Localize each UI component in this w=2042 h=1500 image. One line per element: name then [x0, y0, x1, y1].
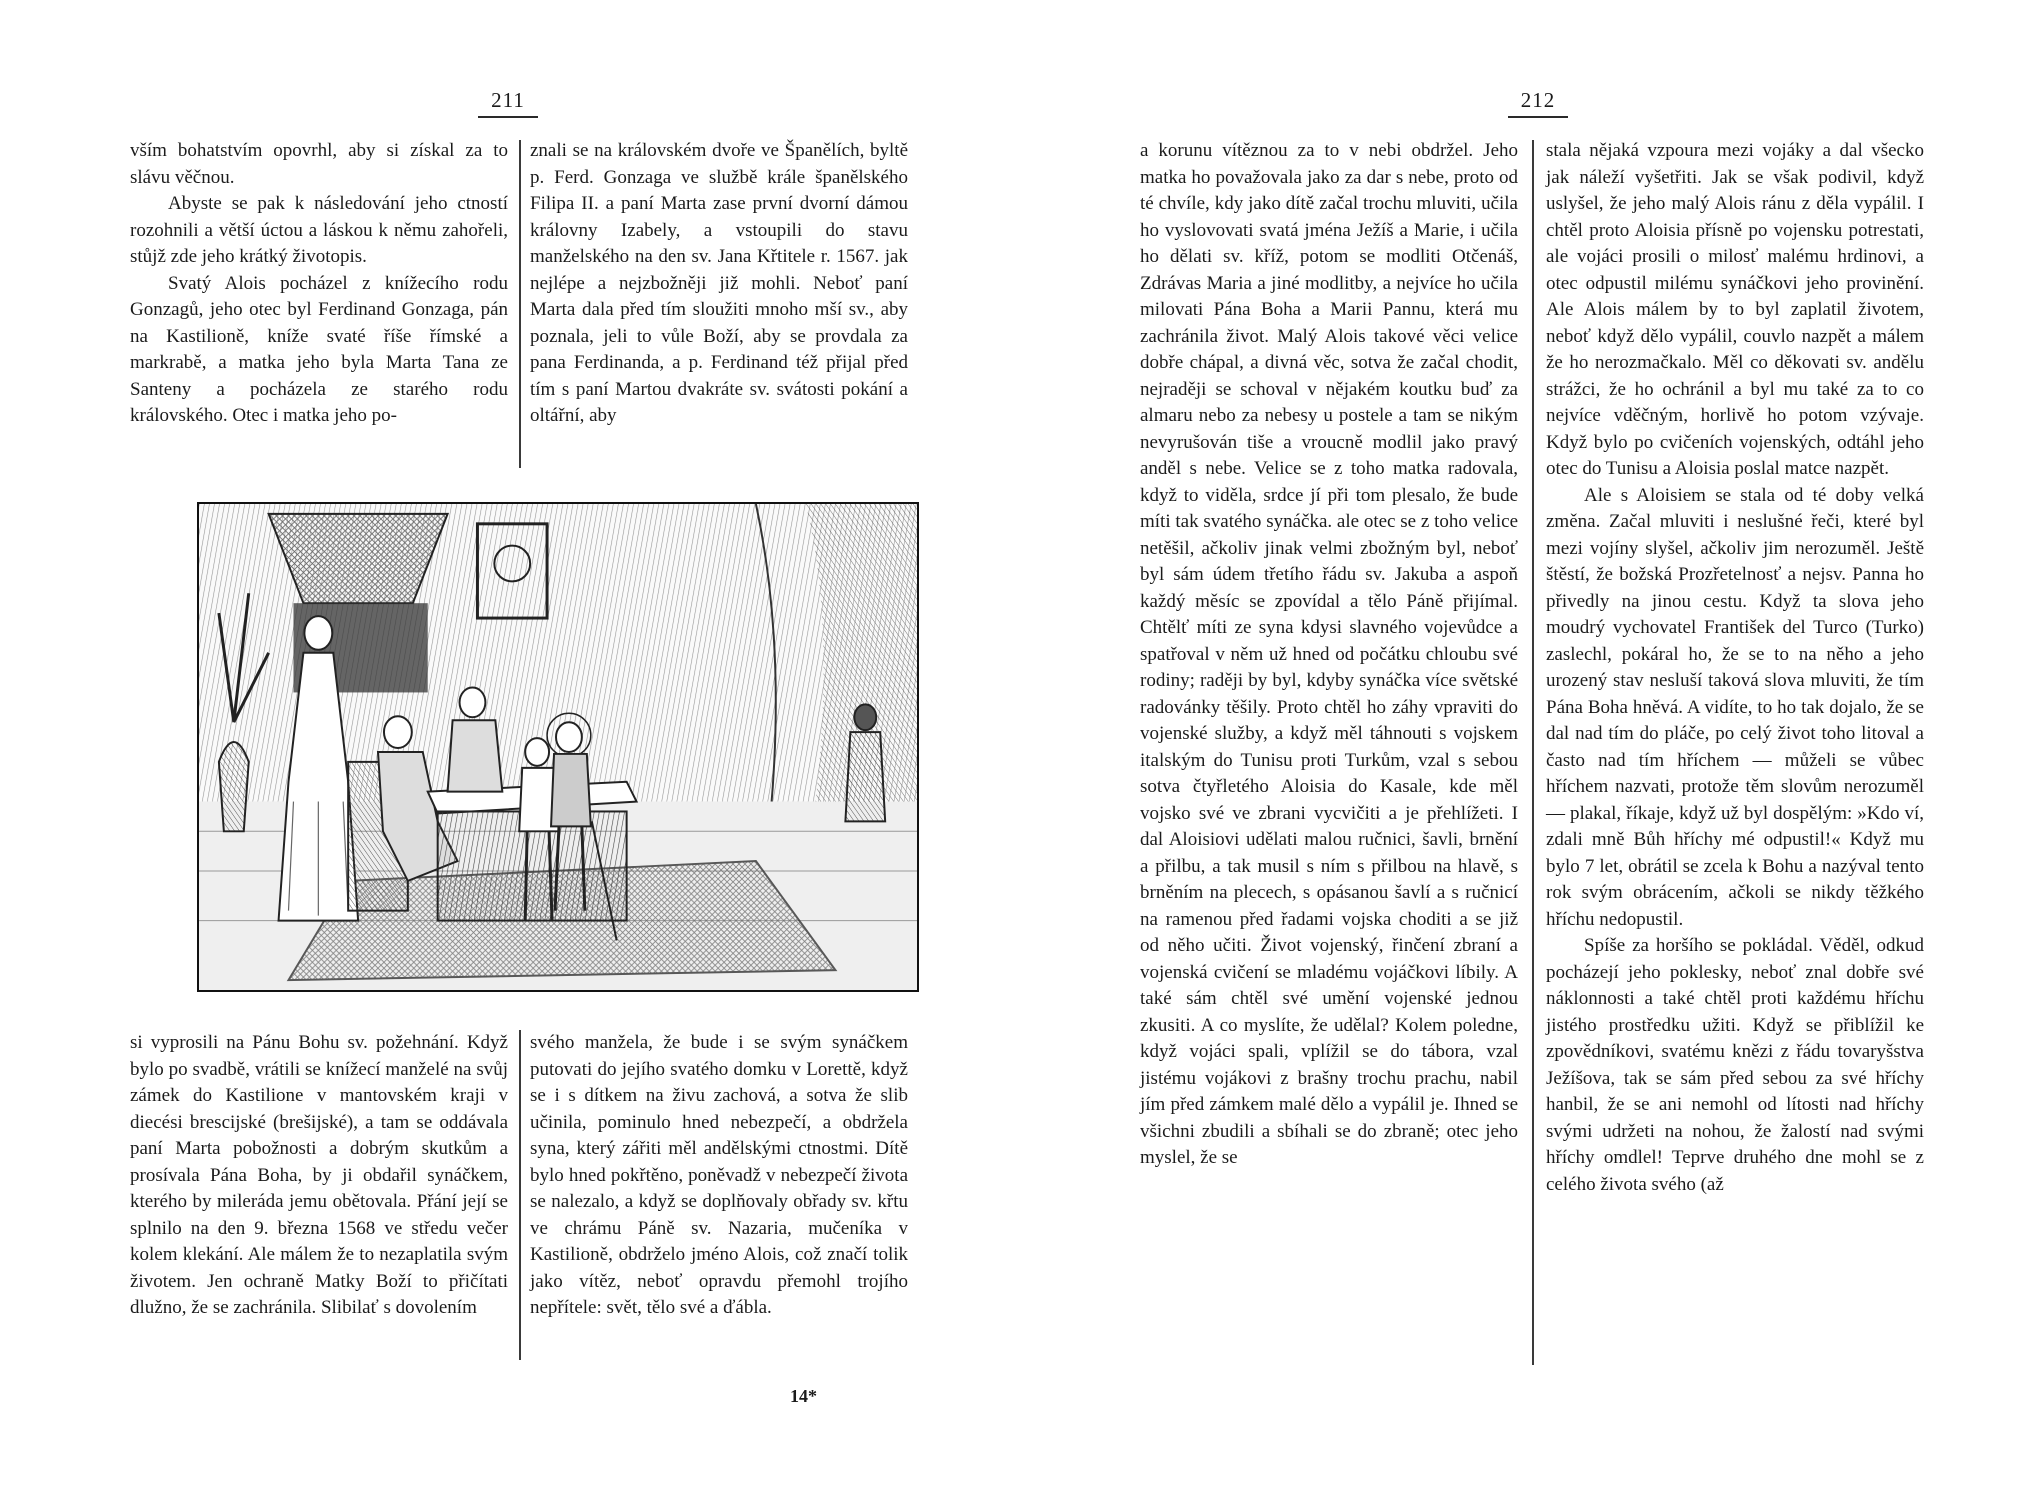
page-number-left: 211: [491, 88, 525, 112]
left-col2-bottom: [530, 1030, 908, 1322]
page-header-rule-right: [1508, 116, 1568, 118]
page-number-right: 212: [1520, 88, 1556, 112]
paragraph: a korunu vítěznou za to v nebi obdržel. Jeho matka ho považovala jako za dar s nebe, proto od té chvíle, kdy jako dítě začal trochu mluviti, učila ho vyslovovati svatá jména Ježíš a Marie, i učila ho dělati sv. kříž, potom se modliti Otčenáš, Zdrávas Maria a jiné modlitby, a nejvíce ho učila milovati Pána Boha a Marii Pannu, která mu zachránila život. Malý Alois takové věci velice dobře chápal, a divná věc, sotva že začal chodit, nejraději se schoval v nějakém koutku buď za almaru nebo za nebesy u postele a tam se nikým nevyrušován tiše a vroucně modlil jako pravý anděl s nebe. Velice se z toho matka radovala, když to viděla, srdce jí při tom plesalo, že bude míti tak svatého synáčka. ale otec se z toho velice netěšil, ačkoliv jinak velmi zbožným byl, neboť byl sám údem třetího řádu sv. Jakuba a aspoň každý měsíc se zpovídal a tělo Páně přijímal. Chtělť míti ze syna kdysi slavného vojevůdce a spatřoval v něm už hned od počátku chloubu své rodiny; raději by byl, kdyby synáčka více světské radovánky těšily. Proto chtěl ho záhy vpraviti do vojenské služby, a když měl táhnouti s vojskem italským do Tunisu proti Turkům, vzal s sebou sotva čtyřletého Aloisia do Kasale, kde měl vojsko své ve zbrani vycvičiti a je přehlížeti. I dal Aloisiovi udělati malou ručnici, šavli, brnění a přilbu, a tak musil s ním s přilbou na hlavě, s brněním na plecech, s opásanou šavlí a s ručnicí na ramenou před řadami vojska choditi a se již od něho učiti. Život vojenský, řinčení zbraní a vojenská cvičení se mladému vojáčkovi líbily. A také sám chtěl své umění vojenské jednou zkusiti. A co myslíte, že udělal? Kolem poledne, když vojáci spali, vplížil se do tábora, vzal jistému vojákovi z brašny trochu prachu, nabil jím před zámkem malé dělo a vypálil je. Ihned se všichni zbudili a sbíhali se do zbraně; otec jeho myslel, že se: [1140, 140, 1518, 1168]
engraving-illustration: [197, 502, 919, 992]
paragraph: Abyste se pak k následování jeho ctností rozohnili a větší úctou a láskou k němu zahořeli, stůjž zde jeho krátký životopis.: [130, 193, 508, 267]
right-col1: [1140, 138, 1518, 1172]
paragraph: si vyprosili na Pánu Bohu sv. požehnání. Když bylo po svadbě, vrátili se knížecí manželé na svůj zámek do Kastilione v mantovském kraji v diecési brescijské (brešijské), a tam se oddávala paní Marta pobožnosti a dobrým skutkům a prosívala Pána Boha, by ji obdařil synáčkem, kterého by mileráda jemu obětovala. Přání její se splnilo na den 9. března 1568 ve středu večer kolem klekání. Ale málem že to nezaplatila svým životem. Jen ochraně Matky Boží to přičítati dlužno, že se zachránila. Slibilať s dovolením: [130, 1032, 508, 1318]
left-col1-bottom: [130, 1030, 508, 1322]
column-divider: [1532, 140, 1534, 1365]
paragraph: znali se na královském dvoře ve Španělích, byltě p. Ferd. Gonzaga ve službě krále španělského Filipa II. a paní Marta zase první dvorní dámou královny Izabely, a vstoupili do stavu manželského na den sv. Jana Křtitele r. 1567. jak nejlépe a nejzbožněji již mohli. Neboť paní Marta dala před tím sloužiti mnoho mší sv., aby poznala, jeli to vůle Boží, aby se provdala za pana Ferdinanda, a p. Ferdinand též přijal před tím s paní Martou dvakráte sv. svátosti pokání a oltářní, aby: [530, 140, 908, 426]
column-divider: [519, 1030, 521, 1360]
right-col2: [1546, 138, 1924, 1198]
paragraph: Svatý Alois pocházel z knížecího rodu Gonzagů, jeho otec byl Ferdinand Gonzaga, pán na Kastilioně, kníže svaté říše římské a markrabě, a matka jeho byla Marta Tana ze Santeny a pocházela ze starého rodu královského. Otec i matka jeho po-: [130, 272, 508, 426]
paragraph: vším bohatstvím opovrhl, aby si získal za to slávu věčnou.: [130, 140, 508, 188]
left-col2-top: [530, 138, 908, 430]
left-col1-top: [130, 138, 508, 430]
paragraph: stala nějaká vzpoura mezi vojáky a dal všecko jak náleží vyšetřiti. Jak se však podivil, když uslyšel, že jeho malý Alois ránu z děla vypálil. I chtěl proto Aloisia přísně po vojensku potrestati, ale vojáci prosili o milosť malému hrdinovi, a otec odpustil milému synáčkovi jeho provinění. Ale Alois málem by to byl zaplatil životem, neboť když dělo vypálil, couvlo nazpět a málem že ho nerozmačkalo. Měl co děkovati sv. andělu strážci, že ho ochránil a byl mu také za to co nejvíce vděčným, horlivě ho potom vzývaje. Když bylo po cvičeních vojenských, odtáhl jeho otec do Tunisu a Aloisia poslal matce nazpět.: [1546, 140, 1924, 479]
paragraph: svého manžela, že bude i se svým synáčkem putovati do jejího svatého domku v Lorettě, když se i s dítkem na živu zachová, a sotva že slib učinila, pominulo hned nebezpečí, a obdržela syna, který zářiti měl andělskými ctnostmi. Dítě bylo hned pokřtěno, poněvadž v nebezpečí života se nalezalo, a když se doplňovaly obřady sv. křtu ve chrámu Páně sv. Nazaria, mučeníka v Kastilioně, obdrželo jméno Alois, což značí tolik jako vítěz, neboť opravdu přemohl trojího nepřítele: svět, tělo své a ďábla.: [530, 1032, 908, 1318]
column-divider: [519, 140, 521, 468]
paragraph: Ale s Aloisiem se stala od té doby velká změna. Začal mluviti i neslušné řeči, které byl mezi vojíny slyšel, ačkoliv jim nerozuměl. Ještě štěstí, že božská Prozřetelnosť a nejsv. Panna ho přivedly na jinou cestu. Když ta slova jeho moudrý vychovatel František del Turco (Turko) zaslechl, pokáral ho, že se to na něho a jeho urozený stav nesluší taková slova mluviti, že tím Pána Boha hněvá. A vidíte, to ho tak dojalo, že se dal nad tím do pláče, po celý život toho litoval a často nad tím hříchem — můželi se vůbec hříchem nazvati, protože těm slovům nerozuměl — plakal, říkaje, když už byl dospělým: »Kdo ví, zdali mně Bůh hříchy mé odpustil!« Když mu bylo 7 let, obrátil se zcela k Bohu a nazýval tento rok svým obrácením, ačkoli se nikdy těžkého hříchu nedopustil.: [1546, 484, 1924, 930]
page-header-rule-left: [478, 116, 538, 118]
paragraph: Spíše za horšího se pokládal. Věděl, odkud pocházejí jeho poklesky, neboť znal dobře své náklonnosti a také chtěl proti každému hříchu jistého prostředku užiti. Když se přiblížil ke zpovědníkovi, svatému knězi z řádu tovaryšstva Ježíšova, tak se sám před sebou za své hříchy hanbil, že se ani nemohl od lítosti nad hříchy svými udržeti na nohou, že žalostí nad svými hříchy omdlel! Teprve druhého dne mohl se z celého života svého (až: [1546, 935, 1924, 1195]
signature-mark: 14*: [790, 1386, 817, 1406]
